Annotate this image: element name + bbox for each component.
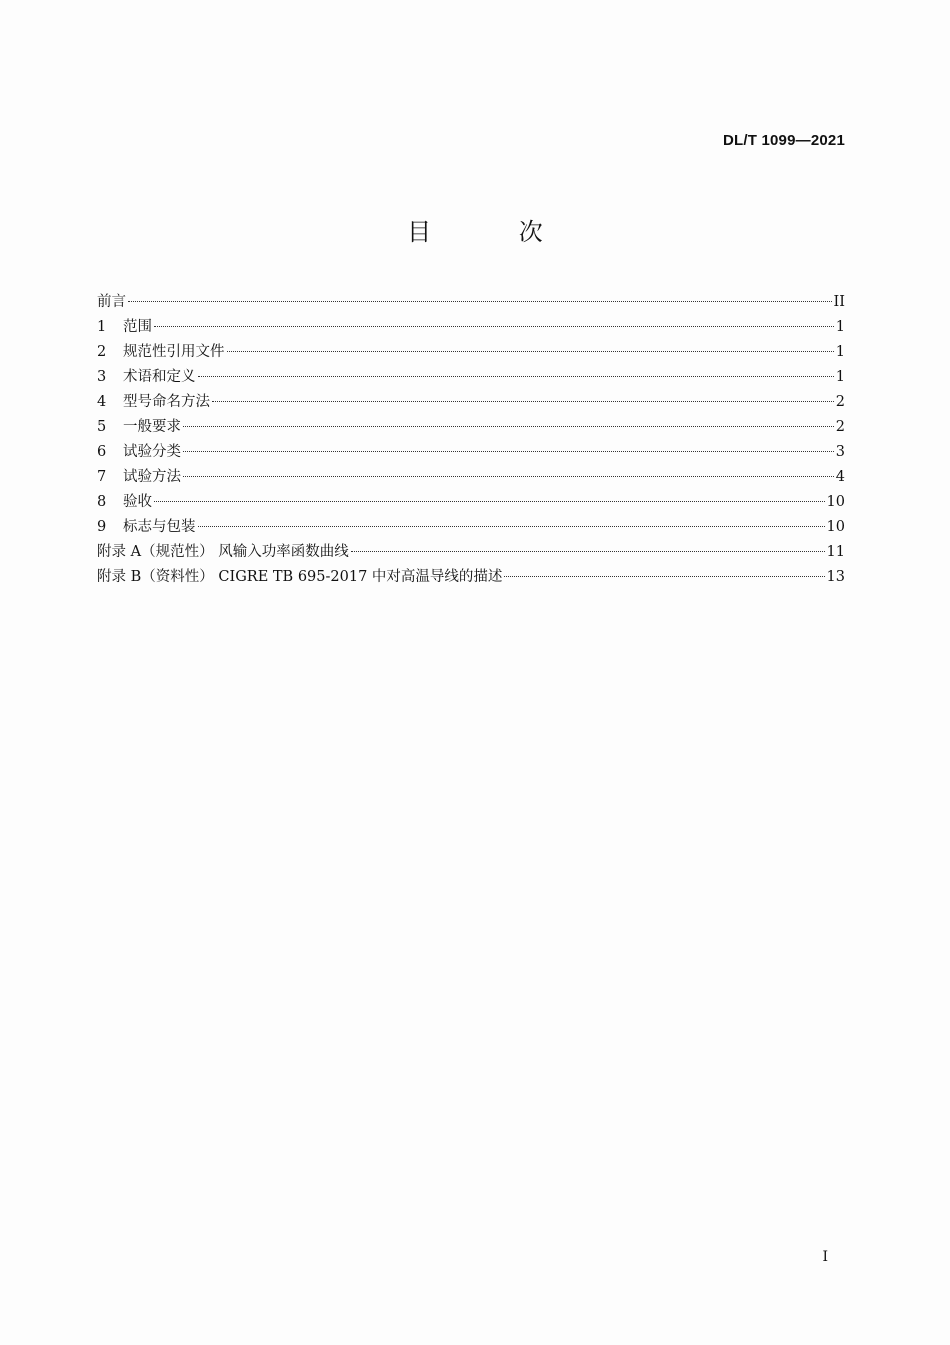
toc-title: 目 次 (407, 218, 583, 246)
toc-leader-dots (198, 376, 834, 377)
toc-leader-dots (351, 551, 825, 552)
toc-leader-dots (154, 326, 834, 327)
toc-entry-text: 前言 (97, 294, 126, 310)
toc-entry-text: 附录 B（资料性） CIGRE TB 695-2017 中对高温导线的描述 (97, 569, 503, 585)
toc-entry-8[interactable] (97, 490, 845, 515)
toc-entry-number: 4 (97, 394, 107, 410)
toc-entry-number: 6 (97, 444, 107, 460)
toc-leader-dots (198, 526, 825, 527)
toc-entry-text: 一般要求 (123, 419, 181, 435)
toc-entry-text: 标志与包装 (123, 519, 196, 535)
toc-page-number: 13 (826, 569, 845, 585)
toc-entry-number: 1 (97, 319, 107, 335)
toc-entry-number: 3 (97, 369, 107, 385)
toc-page-number: 4 (835, 469, 845, 485)
toc-page-number: 2 (835, 394, 845, 410)
toc-entry-text: 验收 (123, 494, 152, 510)
toc-entry-text: 型号命名方法 (123, 394, 210, 410)
toc-page-number: II (833, 294, 845, 310)
toc-page-number: 1 (835, 369, 845, 385)
table-of-contents (97, 290, 845, 590)
toc-entry-text: 附录 A（规范性） 风输入功率函数曲线 (97, 544, 349, 560)
toc-leader-dots (504, 576, 824, 577)
toc-entry-text: 试验分类 (123, 444, 181, 460)
toc-entry-number: 9 (97, 519, 107, 535)
toc-page-number: 3 (835, 444, 845, 460)
toc-entry-number: 2 (97, 344, 107, 360)
toc-page-number: 1 (835, 319, 845, 335)
toc-entry-number: 7 (97, 469, 107, 485)
toc-entry-6[interactable] (97, 440, 845, 465)
toc-page-number: 10 (826, 519, 845, 535)
page-number: I (822, 1249, 828, 1265)
toc-page-number: 2 (835, 419, 845, 435)
toc-entry-text: 术语和定义 (123, 369, 196, 385)
toc-entry-foreword[interactable] (97, 290, 845, 315)
toc-entry-number: 8 (97, 494, 107, 510)
toc-entry-text: 范围 (123, 319, 152, 335)
toc-entry-2[interactable] (97, 340, 845, 365)
toc-entry-appendix-a[interactable] (97, 540, 845, 565)
toc-page-number: 11 (826, 544, 845, 560)
toc-entry-number: 5 (97, 419, 107, 435)
toc-entry-text: 试验方法 (123, 469, 181, 485)
toc-entry-4[interactable] (97, 390, 845, 415)
toc-leader-dots (227, 351, 834, 352)
toc-entry-1[interactable] (97, 315, 845, 340)
toc-leader-dots (128, 301, 832, 302)
toc-leader-dots (212, 401, 834, 402)
toc-entry-5[interactable] (97, 415, 845, 440)
toc-entry-7[interactable] (97, 465, 845, 490)
toc-leader-dots (183, 476, 834, 477)
toc-entry-9[interactable] (97, 515, 845, 540)
toc-leader-dots (183, 451, 834, 452)
toc-entry-appendix-b[interactable] (97, 565, 845, 590)
toc-page-number: 10 (826, 494, 845, 510)
toc-entry-text: 规范性引用文件 (123, 344, 225, 360)
toc-entry-3[interactable] (97, 365, 845, 390)
toc-page-number: 1 (835, 344, 845, 360)
standard-number: DL/T 1099—2021 (722, 132, 845, 149)
toc-leader-dots (183, 426, 834, 427)
toc-leader-dots (154, 501, 825, 502)
